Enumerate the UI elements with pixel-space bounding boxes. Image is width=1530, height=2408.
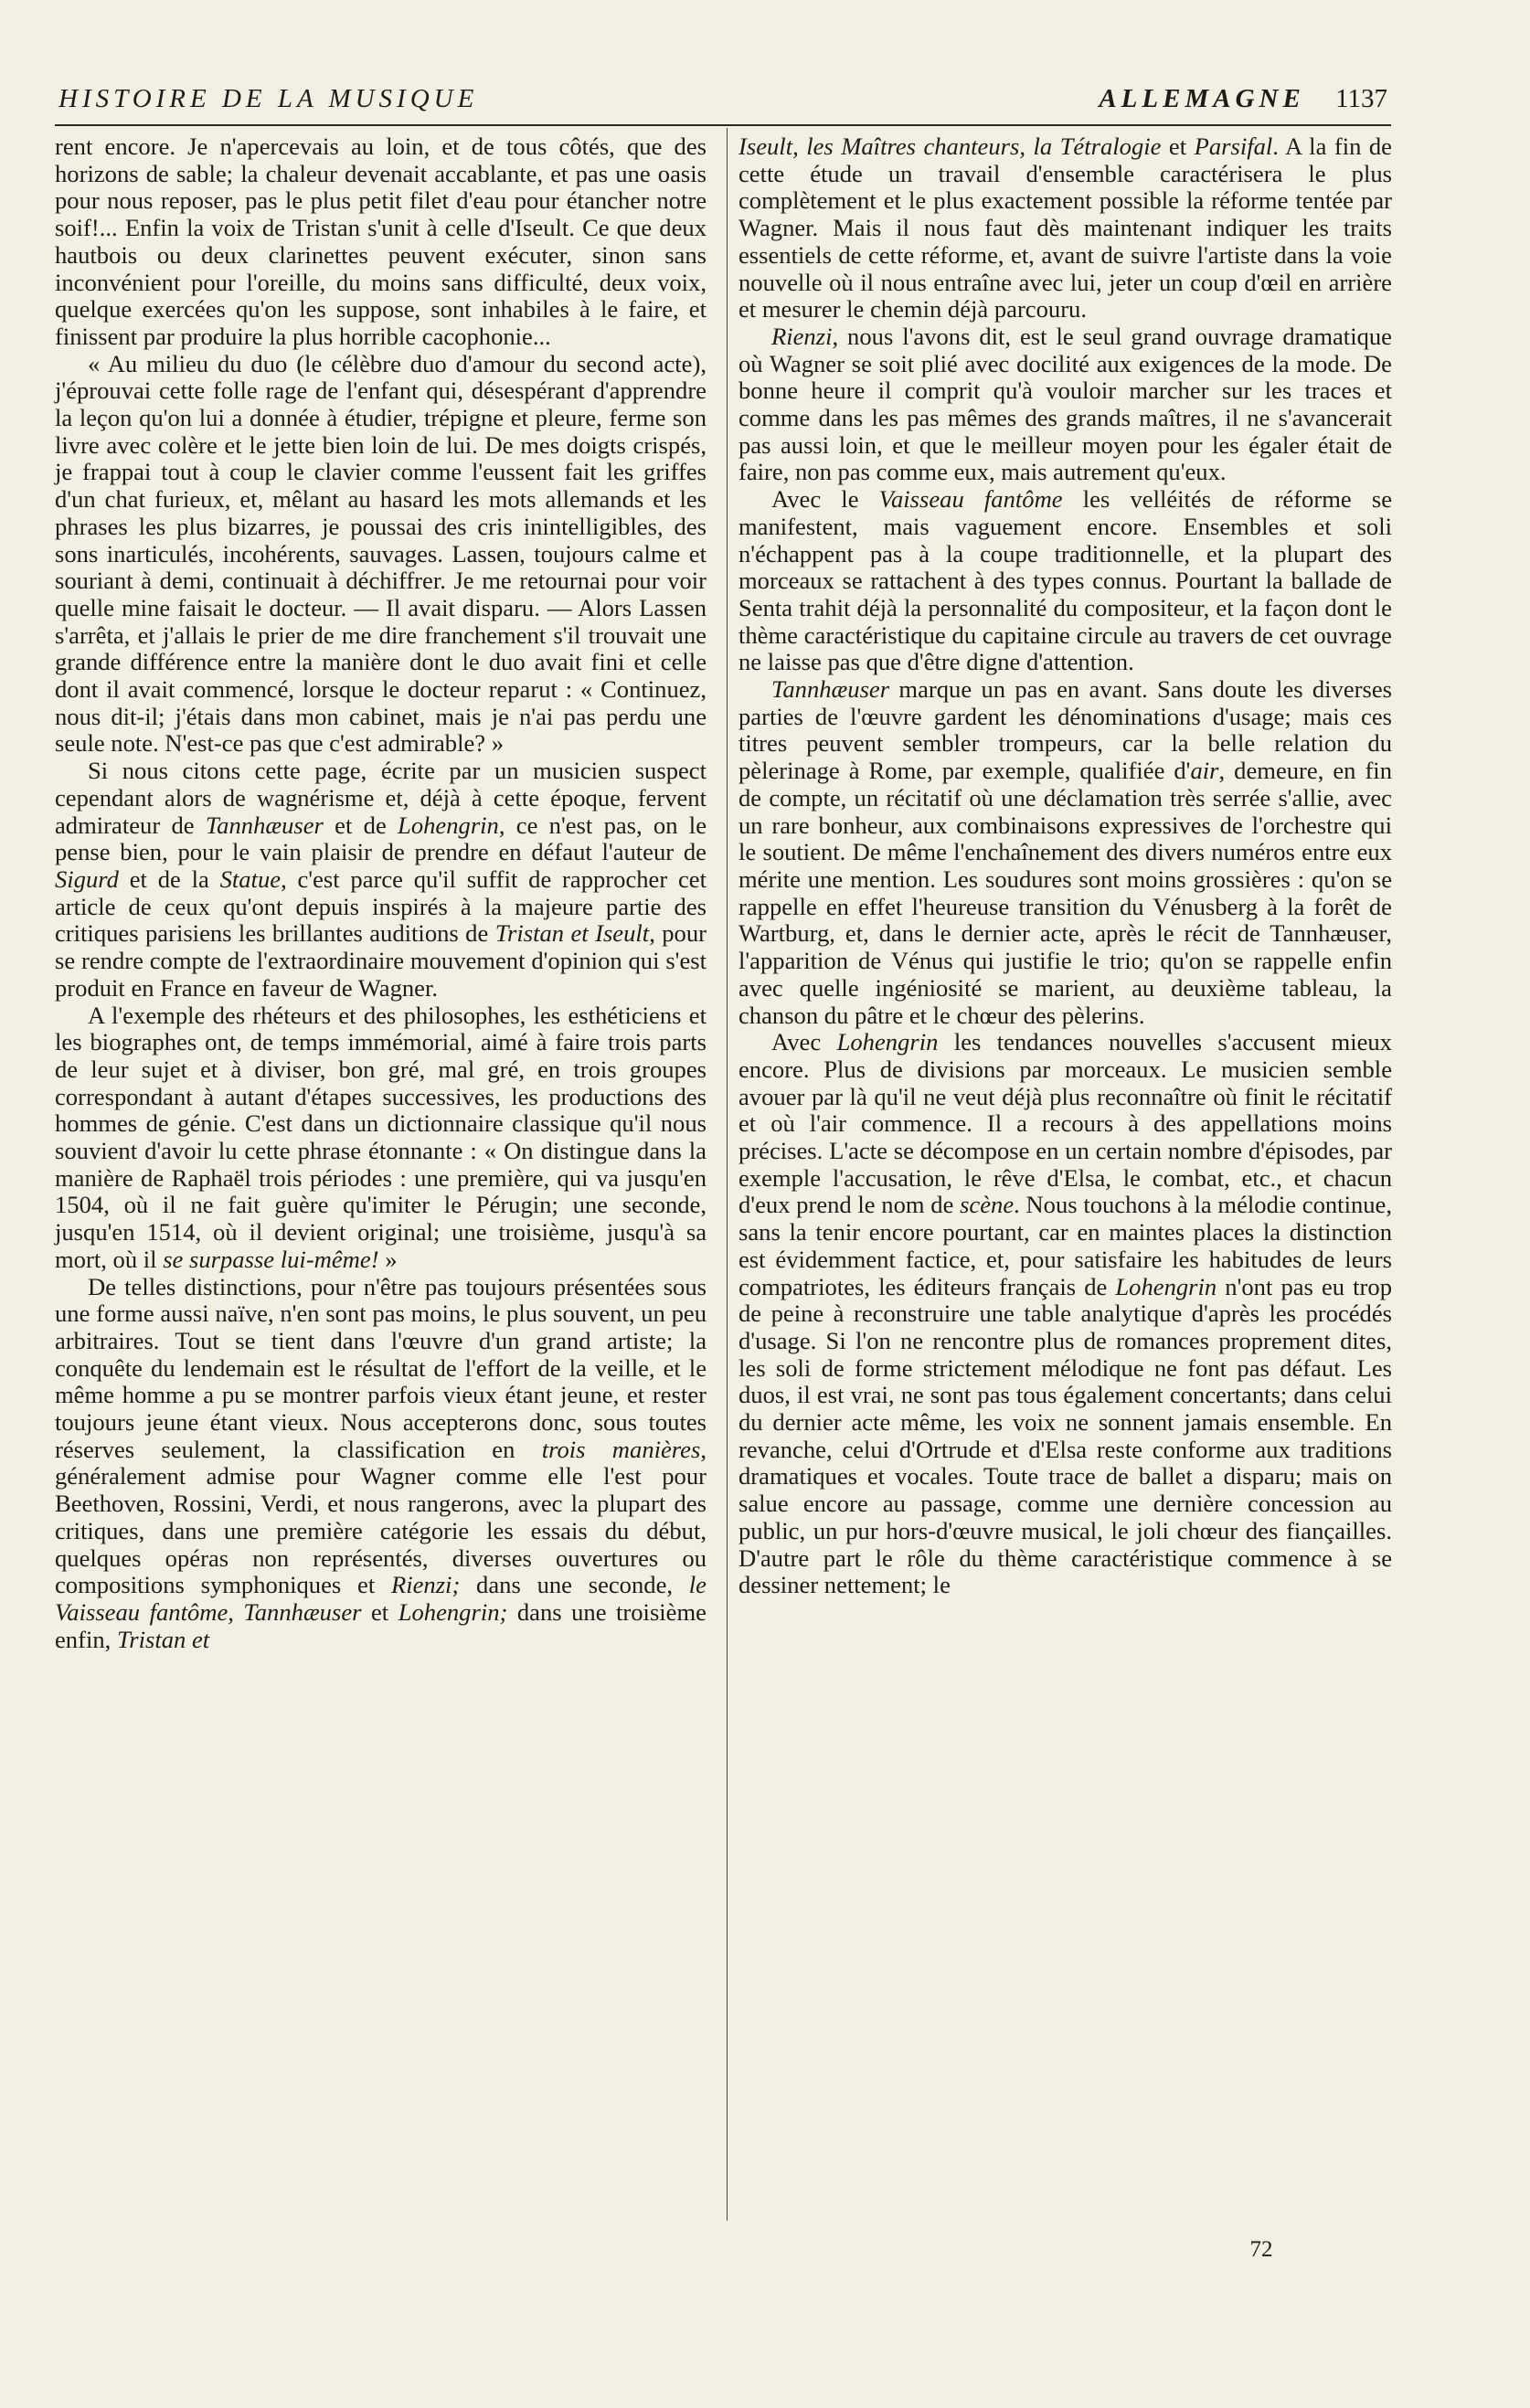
paragraph: Si nous citons cette page, écrite par un musicien suspect cependant alors de wagnérisme et, déjà à cette époque, fervent admirateur de Tannhæuser et de Lohengrin, ce n'est pas, on le pense bien, pour le vain plaisir de prendre en défaut l'auteur de Sigurd et de la Statue, c'est parce qu'il suffit de rapprocher cet article de ceux qu'ont depuis inspirés à la majeure partie des critiques parisiens les brillantes auditions de Tristan et Iseult, pour se rendre compte de l'extraordinaire mouvement d'opinion qui s'est produit en France en faveur de Wagner.: [55, 757, 707, 1002]
work-title: le Vaisseau fantôme, Tannhæuser: [55, 1571, 707, 1626]
paragraph: Rienzi, nous l'avons dit, est le seul grand ouvrage dramatique où Wagner se soit plié avec docilité aux exigences de la mode. De bonne heure il comprit qu'à vouloir marcher sur les traces et comme dans les pas mêmes des grands maîtres, il ne s'avancerait pas aussi loin, et que le meilleur moyen pour les égaler était de faire, non pas comme eux, mais autrement qu'eux.: [738, 322, 1392, 486]
paragraph: Tannhæuser marque un pas en avant. Sans doute les diverses parties de l'œuvre gardent les dénominations d'usage; mais ces titres peuvent sembler trompeurs, car la belle relation du pèlerinage à Rome, par exemple, qualifiée d'air, demeure, en fin de compte, un récitatif où une déclamation très serrée s'allie, avec un rare bonheur, aux combinaisons expressives de l'orchestre qui le soutient. De même l'enchaînement des divers numéros entre eux mérite une mention. Les soudures sont moins grossières : qu'on se rappelle en effet l'heureuse transition du Vénusberg à la forêt de Wartburg, et, dans le dernier acte, après le récit de Tannhæuser, l'apparition de Vénus qui justifie le trio; qu'on se rappelle enfin avec quelle ingéniosité se marient, au deuxième tableau, la chanson du pâtre et le chœur des pèlerins.: [738, 675, 1392, 1029]
paragraph: rent encore. Je n'apercevais au loin, et de tous côtés, que des horizons de sable; la chaleur devenait accablante, et pas une oasis pour nous reposer, pas le plus petit filet d'eau pour étancher notre soif!... Enfin la voix de Tristan s'unit à celle d'Iseult. Ce que deux hautbois ou deux clarinettes peuvent exécuter, sinon sans inconvénient pour l'oreille, du moins sans difficulté, deux voix, quelque exercées qu'on les suppose, sont inhabiles à le faire, et finissent par produire la plus horrible cacophonie...: [55, 133, 707, 350]
work-title: Statue: [219, 865, 282, 893]
emphasis: se surpasse lui-même!: [163, 1245, 379, 1273]
chapter-title: ALLEMAGNE: [1099, 84, 1305, 113]
section-header: [1099, 84, 1387, 114]
paragraph: Iseult, les Maîtres chanteurs, la Tétralogie et Parsifal. A la fin de cette étude un travail d'ensemble caractérisera le plus complètement et le plus exactement possible la réforme tentée par Wagner. Mais il nous faut dès maintenant indiquer les traits essentiels de cette réforme, et, avant de suivre l'artiste dans la voie nouvelle où il nous entraîne avec lui, jeter un coup d'œil en arrière et mesurer le chemin déjà parcouru.: [738, 133, 1392, 324]
emphasis: air: [1190, 757, 1219, 785]
work-title: Tristan et: [116, 1625, 210, 1653]
work-title: Iseult, les Maîtres chanteurs, la Tétralogie: [738, 133, 1162, 160]
work-title: Lohengrin: [836, 1028, 939, 1056]
right-column: [738, 133, 1392, 1599]
work-title: Tannhæuser: [205, 811, 324, 839]
work-title: Sigurd: [55, 865, 119, 893]
paragraph: De telles distinctions, pour n'être pas toujours présentées sous une forme aussi naïve, n'en sont pas moins, le plus souvent, un peu arbitraires. Tout se tient dans l'œuvre d'un grand artiste; la conquête du lendemain est le résultat de l'effort de la veille, et le même homme a pu se montrer parfois vieux étant jeune, et rester toujours jeune étant vieux. Nous accepterons donc, sous toutes réserves seulement, la classification en trois manières, généralement admise pour Wagner comme elle l'est pour Beethoven, Rossini, Verdi, et nous rangerons, avec la plupart des critiques, dans une première catégorie les essais du début, quelques opéras non représentés, diverses ouvertures ou compositions symphoniques et Rienzi; dans une seconde, le Vaisseau fantôme, Tannhæuser et Lohengrin; dans une troisième enfin, Tristan et: [55, 1272, 707, 1653]
work-title: Tannhæuser: [771, 675, 890, 704]
work-title: Lohengrin;: [398, 1597, 508, 1626]
work-title: Tristan et Iseult: [494, 919, 650, 948]
book-title: HISTOIRE DE LA MUSIQUE: [58, 84, 479, 113]
paragraph: Avec Lohengrin les tendances nouvelles s'accusent mieux encore. Plus de divisions par morceaux. Le musicien semble avouer par là qu'il ne veut déjà plus reconnaître où finit le récitatif et où l'air commence. Il a recours à des appellations moins précises. L'acte se décompose en un certain nombre d'épisodes, par exemple l'accusation, le rêve d'Elsa, le combat, etc., et chacun d'eux prend le nom de scène. Nous touchons à la mélodie continue, sans la tenir encore pourtant, car en maintes places la distinction est évidemment factice, et, pour satisfaire les habitudes de leurs compatriotes, les éditeurs français de Lohengrin n'ont pas eu trop de peine à reconstruire une table analytique d'après les procédés d'usage. Si l'on ne rencontre plus de romances proprement dites, les soli de forme strictement mélodique ne font pas défaut. Les duos, il est vrai, ne sont pas tous également concertants; dans celui du dernier acte même, les voix ne sonnent jamais ensemble. En revanche, celui d'Ortrude et d'Elsa reste conforme aux traditions dramatiques et vocales. Toute trace de ballet a disparu; mais on salue encore au passage, comme une dernière concession au public, un pur hors-d'œuvre musical, le joli chœur des fiançailles. D'autre part le rôle du thème caractéristique commence à se dessiner nettement; le: [738, 1028, 1392, 1599]
work-title: Rienzi: [771, 322, 833, 350]
work-title: Lohengrin: [1115, 1272, 1217, 1300]
emphasis: trois manières: [541, 1435, 701, 1463]
work-title: Vaisseau fantôme: [878, 485, 1063, 514]
paragraph: « Au milieu du duo (le célèbre duo d'amour du second acte), j'éprouvai cette folle rage de l'enfant qui, désespérant d'apprendre la leçon qu'on lui a donnée à étudier, trépigne et pleure, ferme son livre avec colère et le jette bien loin de lui. De mes doigts crispés, je frappai tout à coup le clavier comme l'eussent fait les griffes d'un chat furieux, et, mêlant au hasard les mots allemands et les phrases les plus bizarres, je poussai des cris inintelligibles, des sons inarticulés, incohérents, sauvages. Lassen, toujours calme et souriant à demi, continuait à déchiffrer. Je me retournai pour voir quelle mine faisait le docteur. — Il avait disparu. — Alors Lassen s'arrêta, et j'allais le prier de me dire franchement s'il trouvait une grande différence entre la manière dont le duo avait fini et celle dont il avait commencé, lorsque le docteur reparut : « Continuez, nous dit-il; j'étais dans mon cabinet, mais je n'ai pas perdu une seule note. N'est-ce pas que c'est admirable? »: [55, 349, 707, 758]
paragraph: Avec le Vaisseau fantôme les velléités de réforme se manifestent, mais vaguement encore. Ensembles et soli n'échappent pas à la coupe traditionnelle, et la plupart des morceaux se rattachent à des types connus. Pourtant la ballade de Senta trahit déjà la personnalité du compositeur, et la façon dont le thème caractéristique du capitaine circule au travers de cet ouvrage ne laisse pas que d'être digne d'attention.: [738, 485, 1393, 676]
page-number: 1137: [1335, 84, 1387, 113]
paragraph: A l'exemple des rhéteurs et des philosophes, les esthéticiens et les biographes ont, de temps immémorial, aimé à faire trois parts de leur sujet et à diviser, bon gré, mal gré, en trois groupes correspondant à autant d'étapes successives, les productions des hommes de génie. C'est dans un dictionnaire classique qu'il nous souvient d'avoir lu cette phrase étonnante : « On distingue dans la manière de Raphaël trois périodes : une première, qui va jusqu'en 1504, où il ne fait guère qu'imiter le Pérugin; une seconde, jusqu'en 1514, où il devient original; une troisième, jusqu'à sa mort, où il se surpasse lui-même! »: [55, 1001, 707, 1273]
running-header: [55, 80, 1391, 126]
signature-mark: 72: [1249, 2237, 1273, 2262]
left-column: [55, 133, 707, 1653]
work-title: Rienzi;: [390, 1571, 461, 1599]
emphasis: scène: [960, 1191, 1015, 1219]
work-title: Parsifal: [1194, 133, 1273, 160]
column-divider: [727, 128, 728, 2221]
work-title: Lohengrin: [398, 811, 499, 839]
